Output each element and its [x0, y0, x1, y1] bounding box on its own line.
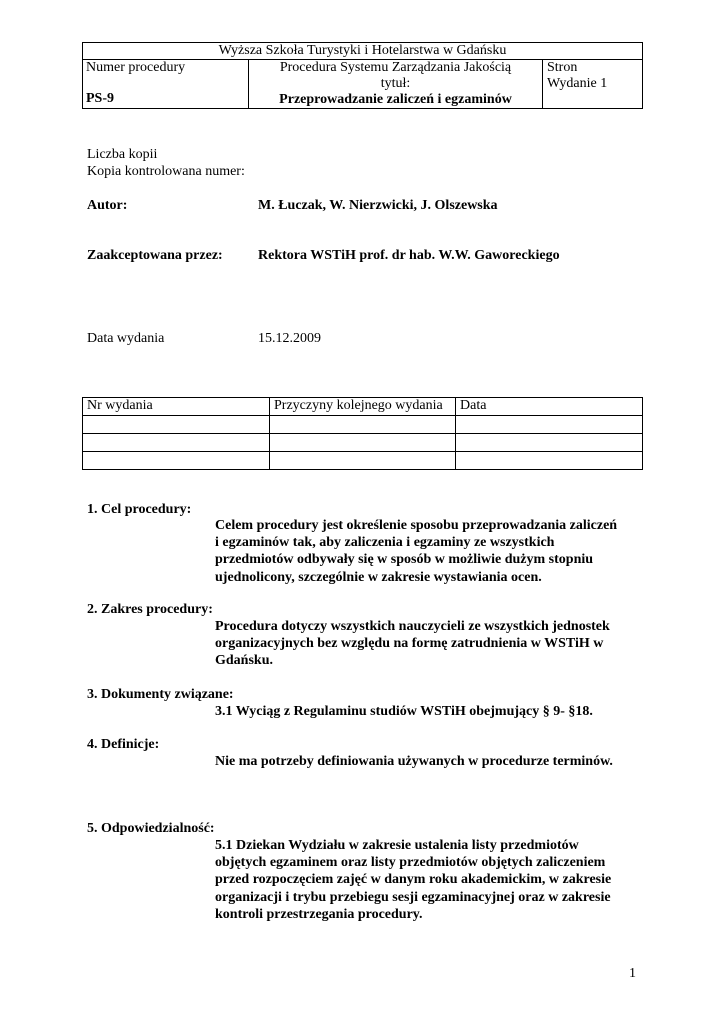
issue-date-value: 15.12.2009 [258, 331, 321, 346]
editions-header-row [83, 398, 643, 416]
body-line: Procedura dotyczy wszystkich nauczycieli ze wszystkich jednostek [215, 619, 610, 634]
table-cell [270, 416, 456, 434]
editions-table [82, 397, 643, 470]
procedure-title-cell [249, 60, 543, 109]
section-body [215, 837, 638, 923]
body-line: Gdańsku. [215, 653, 273, 669]
body-line: ujednolicony, szczególnie w zakresie wystawiania ocen. [215, 569, 542, 585]
table-cell [456, 434, 643, 452]
accepted-label: Zaakceptowana przez: [87, 248, 223, 263]
section-title: 4. Definicje: [87, 737, 160, 752]
table-row [83, 416, 643, 434]
body-line: i egzaminów tak, aby zaliczenia i egzaminy ze wszystkich [215, 535, 555, 551]
section-title: 5. Odpowiedzialność: [87, 821, 215, 836]
section-title: 1. Cel procedury: [87, 502, 192, 517]
table-cell [456, 416, 643, 434]
section-body [215, 703, 638, 720]
body-line: przed rozpoczęciem zajęć w danym roku akademickim, w zakresie [215, 872, 612, 888]
body-line: objętych egzaminem oraz listy przedmiotów objętych zaliczeniem [215, 855, 606, 871]
body-line: 3.1 Wyciąg z Regulaminu studiów WSTiH obejmujący § 9- §18. [215, 704, 593, 719]
table-row [83, 452, 643, 470]
body-line: 5.1 Dziekan Wydziału w zakresie ustalenia listy przedmiotów [215, 838, 579, 853]
body-line: Celem procedury jest określenie sposobu przeprowadzania zaliczeń [215, 518, 618, 533]
body-line: organizacji i trybu przebiegu sesji egzaminacyjnej oraz w zakresie [215, 889, 611, 905]
author-label: Autor: [87, 198, 128, 213]
copies-label: Liczba kopii [87, 147, 158, 162]
pages-edition-cell [543, 60, 643, 109]
document-header-table [82, 42, 643, 109]
author-value: M. Łuczak, W. Nierzwicki, J. Olszewska [258, 198, 498, 213]
institution-name: Wyższa Szkoła Turystyki i Hotelarstwa w Gdańsku [83, 43, 643, 60]
section-title: 2. Zakres procedury: [87, 602, 213, 617]
edition-label: Wydanie 1 [547, 76, 608, 91]
body-line: przedmiotów odbywały się w sposób w możliwie dużym stopniu [215, 552, 594, 568]
section-body [215, 618, 638, 670]
column-header: Przyczyny kolejnego wydania [270, 398, 456, 416]
column-header: Data [456, 398, 643, 416]
body-line: Nie ma potrzeby definiowania używanych w procedurze terminów. [215, 754, 613, 769]
table-cell [83, 434, 270, 452]
accepted-value: Rektora WSTiH prof. dr hab. W.W. Gaworeckiego [258, 248, 560, 263]
section-body [215, 517, 638, 586]
table-cell [83, 416, 270, 434]
body-line: organizacyjnych bez względu na formę zatrudnienia w WSTiH w [215, 636, 604, 652]
procedure-number-cell [83, 60, 249, 109]
table-cell [456, 452, 643, 470]
procedure-code: PS-9 [86, 91, 114, 106]
table-cell [270, 434, 456, 452]
body-line: kontroli przestrzegania procedury. [215, 906, 423, 922]
issue-date-label: Data wydania [87, 331, 165, 346]
title-label: tytuł: [380, 76, 411, 91]
procedure-number-label: Numer procedury [86, 60, 186, 75]
system-line: Procedura Systemu Zarządzania Jakością [279, 60, 512, 75]
procedure-title: Przeprowadzanie zaliczeń i egzaminów [279, 92, 512, 107]
controlled-copy-label: Kopia kontrolowana numer: [87, 164, 245, 179]
table-cell [83, 452, 270, 470]
page-number: 1 [629, 966, 636, 981]
pages-label: Stron [547, 60, 578, 75]
table-cell [270, 452, 456, 470]
column-header: Nr wydania [83, 398, 270, 416]
section-body [215, 753, 638, 770]
section-title: 3. Dokumenty związane: [87, 687, 234, 702]
table-row [83, 434, 643, 452]
